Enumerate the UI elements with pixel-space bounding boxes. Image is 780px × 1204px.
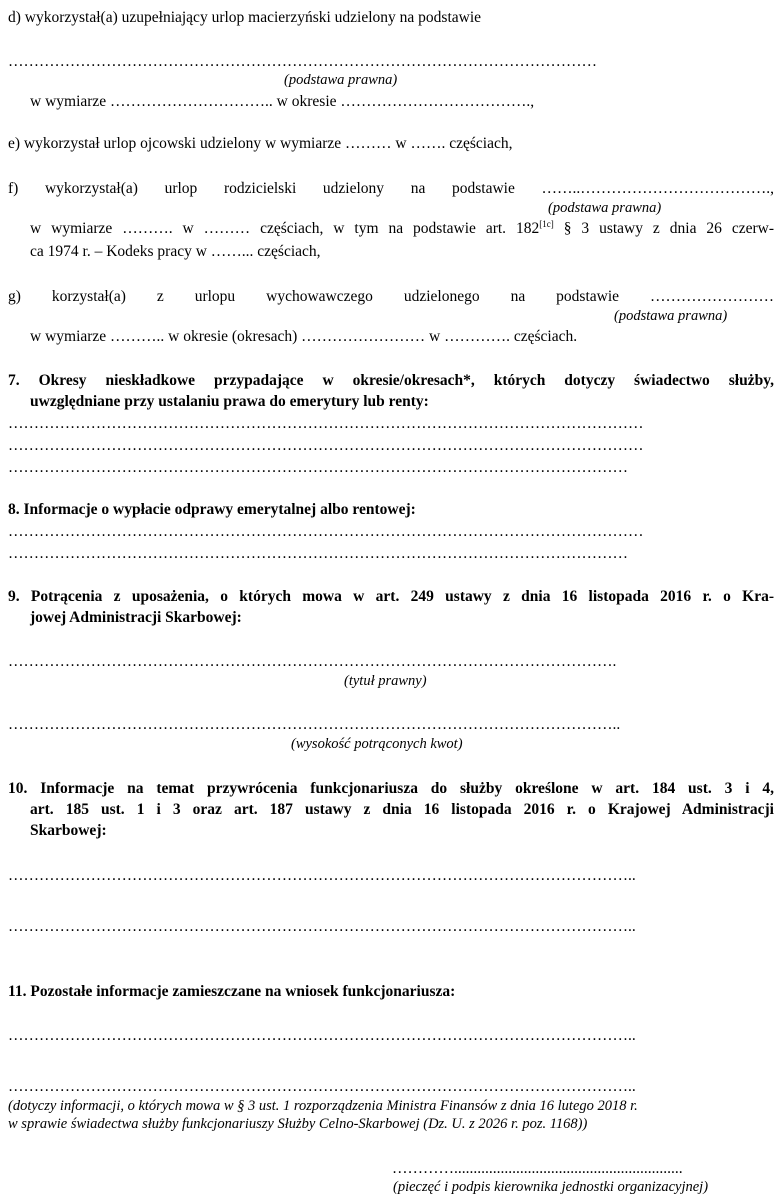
d-dots: …………………………………………………………………………………………………… xyxy=(8,53,597,70)
s11-heading: 11. Pozostałe informacje zamieszczane na wniosek funkcjonariusza: xyxy=(8,983,456,1000)
d-line1: d) wykorzystał(a) uzupełniający urlop macierzyński udzielony na podstawie xyxy=(8,9,482,26)
s10-heading-2: art. 185 ust. 1 i 3 oraz art. 187 ustawy z dnia 16 listopada 2016 r. o Krajowej Administracji xyxy=(30,801,774,818)
s10-heading-3: Skarbowej: xyxy=(30,822,107,839)
f-footnote-ref: [1c] xyxy=(539,218,554,229)
d-caption: (podstawa prawna) xyxy=(284,72,398,88)
e-line1: e) wykorzystał urlop ojcowski udzielony w wymiarze ……… w ……. częściach, xyxy=(8,135,513,152)
s11-note-1: (dotyczy informacji, o których mowa w § 3 ust. 1 rozporządzenia Ministra Finansów z dnia 16 lutego 2018 r. xyxy=(8,1098,638,1114)
s7-dots-1: …………………………………………………………………………………………………………… xyxy=(8,415,644,432)
f-line1: f) wykorzystał(a) urlop rodzicielski udzielony na podstawie ……..………………………………., xyxy=(8,180,774,197)
s7-dots-3: ………………………………………………………………………………………………………… xyxy=(8,459,628,476)
g-caption: (podstawa prawna) xyxy=(614,308,728,324)
f-line2 xyxy=(30,219,774,239)
d-line2: w wymiarze ………………………….. w okresie ………………………………., xyxy=(30,93,535,110)
f-line2-end: § 3 ustawy z dnia 26 czerw- xyxy=(553,220,774,237)
f-line2-text: w wymiarze ………. w ……… częściach, w tym na podstawie art. 182 xyxy=(30,220,540,237)
s11-note-2: w sprawie świadectwa służby funkcjonariuszy Służby Celno-Skarbowej (Dz. U. z 2026 r. poz. 1168)) xyxy=(8,1116,588,1132)
s11-dots-2: ………………………………………………………………………………………………………….. xyxy=(8,1078,636,1095)
s7-heading-2: uwzględniane przy ustalaniu prawa do emerytury lub renty: xyxy=(30,393,429,410)
s9-dots-1: ………………………………………………………………………………………………………. xyxy=(8,653,617,670)
s7-heading-1: 7. Okresy nieskładkowe przypadające w okresie/okresach*, których dotyczy świadectwo służby, xyxy=(8,372,774,389)
s7-dots-2: …………………………………………………………………………………………………………… xyxy=(8,437,644,454)
s10-dots-2: ………………………………………………………………………………………………………….. xyxy=(8,918,636,935)
s11-dots-1: ………………………………………………………………………………………………………….. xyxy=(8,1027,636,1044)
s9-heading-2: jowej Administracji Skarbowej: xyxy=(30,609,242,626)
s9-caption-1: (tytuł prawny) xyxy=(344,673,427,689)
s8-heading: 8. Informacje o wypłacie odprawy emerytalnej albo rentowej: xyxy=(8,501,416,518)
s8-dots-2: ………………………………………………………………………………………………………… xyxy=(8,545,628,562)
s10-dots-1: ………………………………………………………………………………………………………….. xyxy=(8,867,636,884)
f-caption: (podstawa prawna) xyxy=(548,200,662,216)
g-line1: g) korzystał(a) z urlopu wychowawczego udzielonego na podstawie …………………… xyxy=(8,288,774,305)
s10-heading-1: 10. Informacje na temat przywrócenia funkcjonariusza do służby określone w art. 184 ust. 3 i 4, xyxy=(8,780,774,797)
g-line2: w wymiarze ……….. w okresie (okresach) …………………… w …………. częściach. xyxy=(30,328,578,345)
signature-dots: …………........................................................... xyxy=(392,1160,683,1177)
s9-heading-1: 9. Potrącenia z uposażenia, o których mowa w art. 249 ustawy z dnia 16 listopada 2016 r. o Kra- xyxy=(8,588,774,605)
s9-caption-2: (wysokość potrąconych kwot) xyxy=(291,736,463,752)
f-line3: ca 1974 r. – Kodeks pracy w ……... częściach, xyxy=(30,243,321,260)
s8-dots-1: …………………………………………………………………………………………………………… xyxy=(8,523,644,540)
signature-caption: (pieczęć i podpis kierownika jednostki organizacyjnej) xyxy=(393,1179,709,1195)
s9-dots-2: ……………………………………………………………………………………………………….. xyxy=(8,716,621,733)
